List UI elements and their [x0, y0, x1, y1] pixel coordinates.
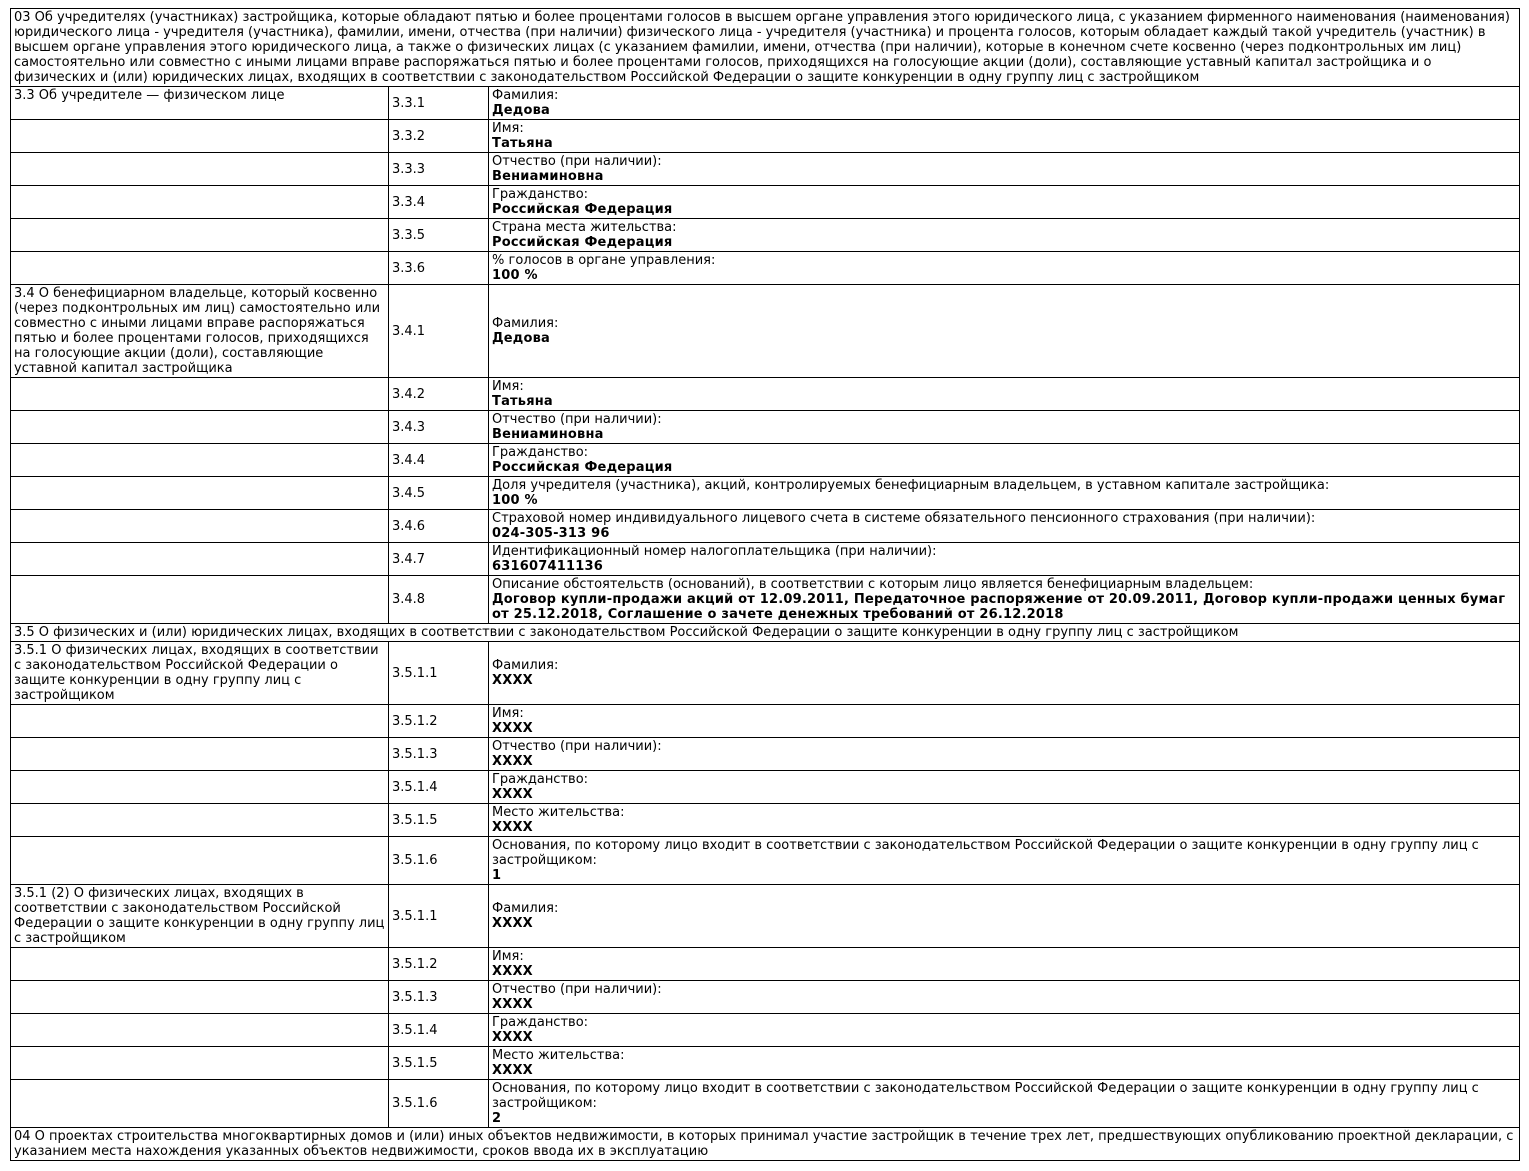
row-value-cell: [489, 219, 1520, 252]
table-row: [11, 411, 1520, 444]
row-code: 3.3.4: [389, 186, 489, 219]
section-heading: 3.5 О физических и (или) юридических лицах, входящих в соответствии с законодательством Российской Федерации о защите конкуренции в одну группу лиц с застройщиком: [11, 624, 1520, 642]
row-value-cell: [489, 981, 1520, 1014]
row-code: 3.5.1.2: [389, 705, 489, 738]
row-value-cell: [489, 885, 1520, 948]
field-label: Фамилия:: [492, 88, 559, 103]
table-row: [11, 1047, 1520, 1080]
field-value: 2: [492, 1111, 502, 1126]
field-value: Российская Федерация: [492, 202, 673, 217]
declaration-table-body: [11, 9, 1520, 1161]
row-value-cell: [489, 252, 1520, 285]
row-code: 3.5.1.3: [389, 981, 489, 1014]
row-value-cell: [489, 411, 1520, 444]
row-code: 3.4.2: [389, 378, 489, 411]
row-value-cell: [489, 705, 1520, 738]
field-value: XXXX: [492, 787, 533, 802]
row-value-cell: [489, 153, 1520, 186]
row-value-cell: [489, 738, 1520, 771]
field-label: Фамилия:: [492, 658, 559, 673]
field-value: XXXX: [492, 964, 533, 979]
row-description: [11, 477, 389, 510]
row-code: 3.4.8: [389, 576, 489, 624]
field-label: Гражданство:: [492, 772, 589, 787]
row-code: 3.5.1.1: [389, 642, 489, 705]
row-code: 3.3.1: [389, 87, 489, 120]
row-value-cell: [489, 543, 1520, 576]
row-value-cell: [489, 285, 1520, 378]
field-value: 024-305-313 96: [492, 526, 610, 541]
row-code: 3.4.6: [389, 510, 489, 543]
row-code: 3.5.1.1: [389, 885, 489, 948]
field-label: Основания, по которому лицо входит в соответствии с законодательством Российской Федерации о защите конкуренции в одну группу лиц с застройщиком:: [492, 1081, 1479, 1111]
row-description: [11, 252, 389, 285]
row-description: [11, 378, 389, 411]
field-value: Дедова: [492, 103, 551, 118]
field-label: Отчество (при наличии):: [492, 412, 662, 427]
section-row: [11, 9, 1520, 87]
row-value-cell: [489, 378, 1520, 411]
field-label: Страховой номер индивидуального лицевого счета в системе обязательного пенсионного страхования (при наличии):: [492, 511, 1316, 526]
field-value: XXXX: [492, 1030, 533, 1045]
row-value-cell: [489, 186, 1520, 219]
row-value-cell: [489, 444, 1520, 477]
table-row: [11, 153, 1520, 186]
field-label: Имя:: [492, 121, 524, 136]
row-code: 3.4.1: [389, 285, 489, 378]
row-code: 3.5.1.6: [389, 837, 489, 885]
row-code: 3.4.7: [389, 543, 489, 576]
row-code: 3.5.1.3: [389, 738, 489, 771]
row-code: 3.5.1.6: [389, 1080, 489, 1128]
table-row: [11, 1014, 1520, 1047]
table-row: [11, 87, 1520, 120]
field-value: Договор купли-продажи акций от 12.09.2011, Передаточное распоряжение от 20.09.2011, Договор купли-продажи ценных бумаг от 25.12.2018, Соглашение о зачете денежных требований от 26.12.2018: [492, 592, 1506, 622]
row-description: [11, 576, 389, 624]
row-code: 3.3.5: [389, 219, 489, 252]
row-description: [11, 510, 389, 543]
field-label: Фамилия:: [492, 316, 559, 331]
row-description: 3.3 Об учредителе — физическом лице: [11, 87, 389, 120]
table-row: [11, 771, 1520, 804]
section-row: [11, 624, 1520, 642]
table-row: [11, 477, 1520, 510]
row-description: [11, 219, 389, 252]
table-row: [11, 252, 1520, 285]
row-value-cell: [489, 576, 1520, 624]
table-row: [11, 948, 1520, 981]
table-row: [11, 510, 1520, 543]
field-value: XXXX: [492, 820, 533, 835]
row-code: 3.4.4: [389, 444, 489, 477]
row-description: [11, 981, 389, 1014]
row-value-cell: [489, 510, 1520, 543]
table-row: [11, 837, 1520, 885]
field-label: Имя:: [492, 706, 524, 721]
table-row: [11, 705, 1520, 738]
row-value-cell: [489, 120, 1520, 153]
field-value: Татьяна: [492, 394, 553, 409]
field-label: Фамилия:: [492, 901, 559, 916]
field-label: Место жительства:: [492, 1048, 625, 1063]
field-value: Вениаминовна: [492, 169, 604, 184]
row-value-cell: [489, 771, 1520, 804]
field-label: Описание обстоятельств (оснований), в соответствии с которым лицо является бенефициарным владельцем:: [492, 577, 1254, 592]
field-value: 100 %: [492, 268, 538, 283]
row-description: [11, 411, 389, 444]
field-value: Вениаминовна: [492, 427, 604, 442]
row-code: 3.5.1.4: [389, 771, 489, 804]
row-description: [11, 1047, 389, 1080]
field-label: Гражданство:: [492, 445, 589, 460]
field-label: Место жительства:: [492, 805, 625, 820]
row-value-cell: [489, 87, 1520, 120]
field-value: 100 %: [492, 493, 538, 508]
row-code: 3.3.3: [389, 153, 489, 186]
field-label: Имя:: [492, 949, 524, 964]
table-row: [11, 576, 1520, 624]
table-row: [11, 885, 1520, 948]
row-code: 3.4.3: [389, 411, 489, 444]
row-code: 3.4.5: [389, 477, 489, 510]
table-row: [11, 120, 1520, 153]
row-description: [11, 804, 389, 837]
row-value-cell: [489, 1047, 1520, 1080]
declaration-table: [10, 8, 1520, 1161]
table-row: [11, 378, 1520, 411]
field-value: 1: [492, 868, 502, 883]
field-label: Отчество (при наличии):: [492, 154, 662, 169]
field-label: Гражданство:: [492, 1015, 589, 1030]
table-row: [11, 738, 1520, 771]
table-row: [11, 444, 1520, 477]
field-value: Российская Федерация: [492, 235, 673, 250]
row-description: [11, 543, 389, 576]
table-row: [11, 804, 1520, 837]
row-description: [11, 1014, 389, 1047]
table-row: [11, 285, 1520, 378]
section-heading: 04 О проектах строительства многоквартирных домов и (или) иных объектов недвижимости, в которых принимал участие застройщик в течение трех лет, предшествующих опубликованию проектной декларации, с указанием места нахождения указанных объектов недвижимости, сроков ввода их в эксплуатацию: [11, 1128, 1520, 1161]
field-value: XXXX: [492, 721, 533, 736]
table-row: [11, 186, 1520, 219]
row-value-cell: [489, 1080, 1520, 1128]
row-description: [11, 771, 389, 804]
row-value-cell: [489, 804, 1520, 837]
row-code: 3.5.1.5: [389, 804, 489, 837]
field-value: XXXX: [492, 1063, 533, 1078]
row-description: 3.5.1 О физических лицах, входящих в соответствии с законодательством Российской Федерации о защите конкуренции в одну группу лиц с застройщиком: [11, 642, 389, 705]
field-label: % голосов в органе управления:: [492, 253, 716, 268]
field-label: Отчество (при наличии):: [492, 739, 662, 754]
row-description: [11, 738, 389, 771]
row-description: [11, 705, 389, 738]
field-label: Имя:: [492, 379, 524, 394]
table-row: [11, 1080, 1520, 1128]
row-code: 3.5.1.4: [389, 1014, 489, 1047]
row-value-cell: [489, 642, 1520, 705]
field-value: XXXX: [492, 754, 533, 769]
row-description: [11, 837, 389, 885]
row-code: 3.3.2: [389, 120, 489, 153]
row-description: 3.5.1 (2) О физических лицах, входящих в соответствии с законодательством Российской Федерации о защите конкуренции в одну группу лиц с застройщиком: [11, 885, 389, 948]
field-label: Страна места жительства:: [492, 220, 677, 235]
section-row: [11, 1128, 1520, 1161]
field-label: Отчество (при наличии):: [492, 982, 662, 997]
table-row: [11, 543, 1520, 576]
field-value: XXXX: [492, 916, 533, 931]
row-description: [11, 444, 389, 477]
table-row: [11, 219, 1520, 252]
field-value: 631607411136: [492, 559, 603, 574]
row-description: [11, 120, 389, 153]
row-code: 3.3.6: [389, 252, 489, 285]
field-label: Гражданство:: [492, 187, 589, 202]
field-label: Доля учредителя (участника), акций, контролируемых бенефициарным владельцем, в уставном капитале застройщика:: [492, 478, 1330, 493]
row-description: [11, 153, 389, 186]
field-value: XXXX: [492, 997, 533, 1012]
row-description: [11, 186, 389, 219]
row-description: [11, 948, 389, 981]
field-label: Основания, по которому лицо входит в соответствии с законодательством Российской Федерации о защите конкуренции в одну группу лиц с застройщиком:: [492, 838, 1479, 868]
row-description: [11, 1080, 389, 1128]
row-code: 3.5.1.2: [389, 948, 489, 981]
row-value-cell: [489, 1014, 1520, 1047]
row-value-cell: [489, 477, 1520, 510]
section-heading: 03 Об учредителях (участниках) застройщика, которые обладают пятью и более процентами голосов в высшем органе управления этого юридического лица, с указанием фирменного наименования (наименования) юридического лица - учредителя (участника), фамилии, имени, отчества (при наличии) физического лица - учредителя (участника) и процента голосов, которым обладает каждый такой учредитель (участник) в высшем органе управления этого юридического лица, а также о физических лицах (с указанием фамилии, имени, отчества (при наличии), которые в конечном счете косвенно (через подконтрольных им лиц) самостоятельно или совместно с иными лицами вправе распоряжаться пятью и более процентами голосов, приходящихся на голосующие акции (доли), составляющие уставный капитал застройщика и о физических и (или) юридических лицах, входящих в соответствии с законодательством Российской Федерации о защите конкуренции в одну группу лиц с застройщиком: [11, 9, 1520, 87]
row-description: 3.4 О бенефициарном владельце, который косвенно (через подконтрольных им лиц) самостоятельно или совместно с иными лицами вправе распоряжаться пятью и более процентами голосов, приходящихся на голосующие акции (доли), составляющие уставной капитал застройщика: [11, 285, 389, 378]
field-label: Идентификационный номер налогоплательщика (при наличии):: [492, 544, 937, 559]
field-value: XXXX: [492, 673, 533, 688]
table-row: [11, 981, 1520, 1014]
field-value: Российская Федерация: [492, 460, 673, 475]
row-value-cell: [489, 837, 1520, 885]
field-value: Татьяна: [492, 136, 553, 151]
table-row: [11, 642, 1520, 705]
row-value-cell: [489, 948, 1520, 981]
field-value: Дедова: [492, 331, 551, 346]
row-code: 3.5.1.5: [389, 1047, 489, 1080]
